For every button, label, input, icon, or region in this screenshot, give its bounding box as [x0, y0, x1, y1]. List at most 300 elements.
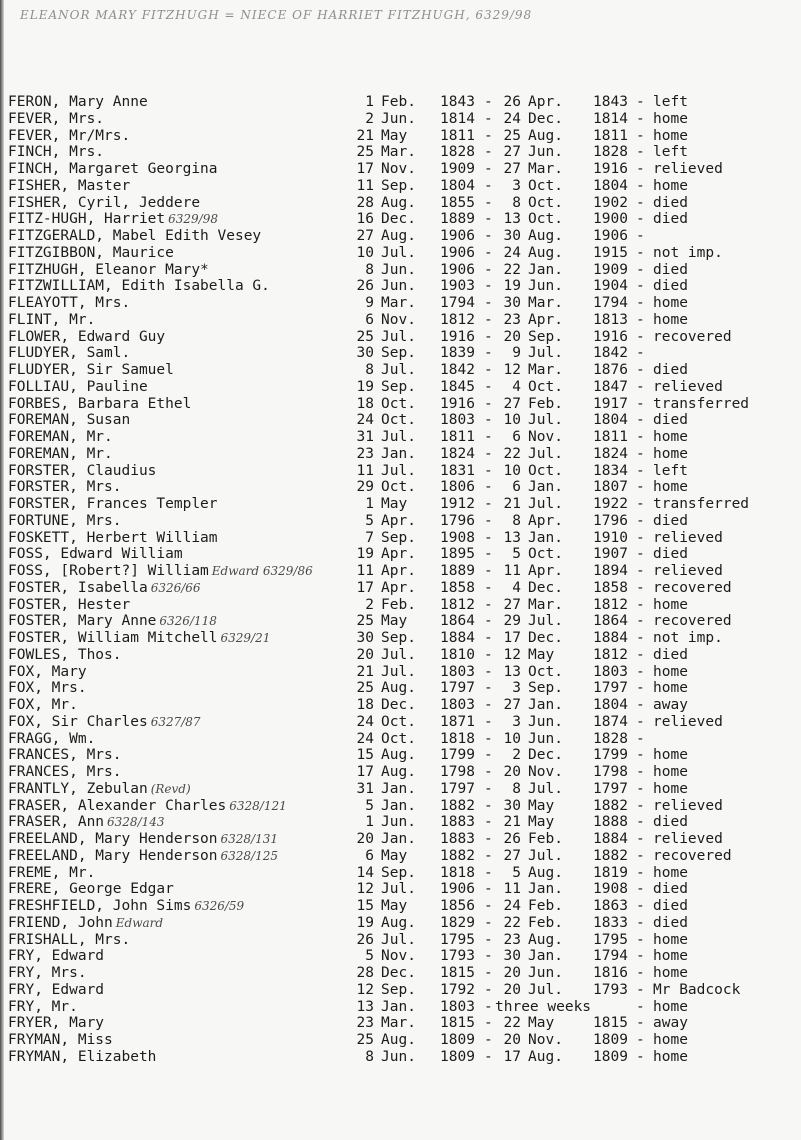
- discharge-year: 1842: [593, 345, 628, 362]
- admission-day: 9: [365, 295, 374, 311]
- admission-month: Nov.: [381, 311, 416, 328]
- discharge-month: Feb.: [528, 898, 563, 914]
- result-separator: -: [636, 244, 645, 261]
- admission-year: 1883: [440, 814, 475, 831]
- discharge-result: home: [653, 998, 688, 1015]
- record-name: [8, 329, 165, 346]
- date-separator: -: [484, 596, 493, 613]
- admission-year: 1811: [440, 429, 475, 445]
- discharge-day: 21: [503, 814, 521, 831]
- date-separator: -: [484, 780, 493, 797]
- admission-month: Feb.: [381, 94, 416, 110]
- discharge-year: 1812: [593, 646, 628, 663]
- admission-year: 1804: [440, 177, 475, 194]
- admission-year: 1818: [440, 864, 475, 881]
- discharge-year: 1858: [593, 579, 628, 596]
- result-separator: -: [636, 797, 645, 814]
- record-name: [8, 982, 104, 999]
- admission-day: 6: [365, 311, 374, 328]
- admission-year: 1809: [440, 1032, 475, 1048]
- result-separator: -: [636, 378, 645, 395]
- result-separator: -: [636, 881, 645, 898]
- admission-year: 1812: [440, 311, 475, 328]
- admission-day: 26: [356, 278, 374, 295]
- record-name-text: FOX, Mr.: [8, 697, 78, 713]
- discharge-month: May: [528, 646, 555, 663]
- admission-day: 6: [365, 847, 374, 864]
- record-row: [8, 831, 798, 848]
- handwritten-reference-note: (Revd): [150, 781, 191, 796]
- admission-year: 1842: [440, 362, 475, 378]
- result-separator: -: [636, 429, 645, 445]
- record-row: [8, 211, 798, 228]
- admission-month: Aug.: [381, 764, 416, 780]
- discharge-day: 10: [503, 462, 521, 479]
- result-separator: -: [636, 747, 645, 764]
- discharge-day: 8: [512, 780, 521, 797]
- date-separator: -: [484, 295, 493, 311]
- discharge-result: home: [653, 177, 688, 194]
- discharge-year: 1874: [593, 713, 628, 730]
- admission-month: Sep.: [381, 177, 416, 194]
- record-name: [8, 932, 130, 949]
- handwritten-reference-note: 6328/131: [220, 832, 279, 846]
- admission-year: 1882: [440, 797, 475, 814]
- record-row: [8, 312, 798, 329]
- record-name-text: FRYMAN, Miss: [8, 1032, 113, 1048]
- discharge-month: Jan.: [528, 529, 563, 546]
- admission-month: Jan.: [381, 998, 416, 1015]
- record-row: [8, 329, 798, 346]
- discharge-day: 23: [503, 931, 521, 948]
- record-name-text: FRERE, George Edgar: [8, 881, 174, 898]
- admission-day: 30: [356, 630, 374, 646]
- discharge-result: home: [653, 479, 688, 496]
- record-name-text: FOX, Mary: [8, 663, 87, 680]
- record-row: [8, 915, 798, 932]
- record-name-text: FOWLES, Thos.: [8, 646, 122, 663]
- discharge-day: 21: [503, 496, 521, 512]
- record-name-text: FRANTLY, Zebulan: [8, 780, 148, 797]
- result-separator: -: [636, 948, 645, 965]
- result-separator: -: [636, 311, 645, 328]
- discharge-month: Feb.: [528, 914, 563, 931]
- admission-day: 11: [356, 563, 374, 579]
- discharge-year: 1798: [593, 764, 628, 780]
- date-separator: -: [484, 328, 493, 345]
- result-separator: -: [636, 161, 645, 177]
- record-row: [8, 463, 798, 480]
- admission-month: May: [381, 496, 408, 512]
- discharge-year: 1795: [593, 931, 628, 948]
- record-row: [8, 1032, 798, 1049]
- record-name: [8, 295, 130, 312]
- record-name-text: FOSTER, Isabella: [8, 579, 148, 596]
- handwritten-reference-note: Edward: [115, 915, 164, 930]
- discharge-year: 1809: [593, 1032, 628, 1048]
- record-name-text: FEVER, Mr/Mrs.: [8, 127, 131, 144]
- record-name: [8, 848, 278, 865]
- discharge-result: away: [653, 1015, 688, 1032]
- date-separator: -: [484, 211, 493, 228]
- record-name: [8, 111, 104, 128]
- discharge-result: died: [653, 512, 688, 529]
- record-name-text: FITZGERALD, Mabel Edith Vesey: [8, 228, 262, 244]
- discharge-month: Jan.: [528, 697, 563, 713]
- record-name-text: FRYER, Mary: [8, 1015, 105, 1032]
- record-row: [8, 714, 798, 731]
- date-separator: -: [484, 278, 493, 295]
- admission-year: 1792: [440, 981, 475, 998]
- discharge-day: 30: [503, 797, 521, 814]
- admission-day: 18: [356, 395, 374, 412]
- date-separator: -: [484, 161, 493, 177]
- handwritten-reference-note: 6326/118: [159, 614, 217, 629]
- record-name: [8, 379, 148, 396]
- discharge-result: transferred: [653, 496, 750, 512]
- record-name: [8, 747, 122, 764]
- result-separator: -: [636, 512, 645, 529]
- admission-month: May: [381, 613, 408, 630]
- record-name: [8, 831, 278, 848]
- discharge-result: recovered: [653, 613, 732, 630]
- date-separator: -: [484, 931, 493, 948]
- admission-records-list: [8, 94, 798, 1066]
- admission-month: Apr.: [381, 563, 416, 579]
- result-separator: -: [636, 898, 645, 914]
- admission-month: Jul.: [381, 362, 416, 378]
- result-separator: -: [636, 1048, 645, 1065]
- record-row: [8, 530, 798, 547]
- record-name-text: FLOWER, Edward Guy: [8, 328, 166, 345]
- record-row: [8, 295, 798, 312]
- record-name: [8, 345, 130, 362]
- record-name: [8, 278, 270, 295]
- discharge-day: 20: [503, 764, 521, 780]
- discharge-year: 1884: [593, 630, 628, 646]
- record-row: [8, 546, 798, 563]
- admission-month: Apr.: [381, 579, 416, 596]
- record-name-text: FOREMAN, Mr.: [8, 445, 113, 462]
- result-separator: -: [636, 228, 645, 244]
- admission-day: 25: [356, 1032, 374, 1048]
- discharge-day: 20: [503, 328, 521, 345]
- date-separator: -: [484, 311, 493, 328]
- result-separator: -: [636, 780, 645, 797]
- admission-year: 1831: [440, 462, 475, 479]
- result-separator: -: [636, 646, 645, 663]
- result-separator: -: [636, 613, 645, 630]
- discharge-day: 27: [503, 161, 521, 177]
- record-name-text: FRASER, Ann: [8, 814, 105, 831]
- discharge-day: 3: [512, 680, 521, 697]
- record-name: [8, 312, 95, 329]
- admission-day: 29: [356, 479, 374, 496]
- record-name-text: FOREMAN, Susan: [8, 412, 131, 429]
- discharge-month: Jul.: [528, 412, 563, 429]
- discharge-day: 10: [503, 412, 521, 429]
- record-name: [8, 814, 165, 831]
- admission-day: 19: [356, 914, 374, 931]
- admission-year: 1803: [440, 697, 475, 713]
- discharge-year: 1799: [593, 747, 628, 764]
- admission-year: 1884: [440, 630, 475, 646]
- discharge-month: Dec.: [528, 110, 563, 127]
- admission-year: 1906: [440, 228, 475, 244]
- record-row: [8, 563, 798, 580]
- page-edge-shadow: [0, 0, 4, 1140]
- admission-year: 1803: [440, 663, 475, 680]
- date-separator: -: [484, 613, 493, 630]
- record-name-text: FOREMAN, Mr.: [8, 429, 113, 445]
- admission-day: 12: [356, 981, 374, 998]
- record-name: [8, 429, 113, 446]
- record-row: [8, 948, 798, 965]
- discharge-day: 23: [503, 311, 521, 328]
- record-row: [8, 1015, 798, 1032]
- admission-month: Aug.: [381, 680, 416, 697]
- discharge-month: Mar.: [528, 295, 563, 311]
- result-separator: -: [636, 764, 645, 780]
- admission-month: Mar.: [381, 295, 416, 311]
- record-row: [8, 412, 798, 429]
- admission-day: 24: [356, 713, 374, 730]
- admission-month: Sep.: [381, 630, 416, 646]
- record-row: [8, 429, 798, 446]
- discharge-result: relieved: [653, 797, 723, 814]
- record-name-text: FORSTER, Frances Templer: [8, 496, 218, 512]
- record-row: [8, 865, 798, 882]
- handwritten-reference-note: 6326/66: [150, 580, 201, 595]
- record-name: [8, 211, 218, 228]
- discharge-day: 19: [503, 278, 521, 295]
- discharge-year: 1794: [593, 948, 628, 965]
- admission-day: 28: [356, 965, 374, 981]
- admission-year: 1803: [440, 998, 475, 1015]
- discharge-year: 1815: [593, 1015, 628, 1032]
- discharge-result: left: [653, 462, 688, 479]
- record-row: [8, 161, 798, 178]
- discharge-month: Jun.: [528, 965, 563, 981]
- admission-day: 16: [356, 211, 374, 228]
- discharge-year: 1804: [593, 697, 628, 713]
- discharge-month: Oct.: [528, 211, 563, 228]
- date-separator: -: [484, 981, 493, 998]
- record-row: [8, 362, 798, 379]
- discharge-result: died: [653, 362, 688, 378]
- discharge-day: 13: [503, 211, 521, 228]
- result-separator: -: [636, 663, 645, 680]
- discharge-month: Dec.: [528, 630, 563, 646]
- discharge-result: home: [653, 1032, 688, 1048]
- discharge-result: home: [653, 747, 688, 764]
- discharge-result: died: [653, 412, 688, 429]
- record-row: [8, 848, 798, 865]
- date-separator: -: [484, 395, 493, 412]
- discharge-result: died: [653, 194, 688, 211]
- discharge-year: 1816: [593, 965, 628, 981]
- record-row: [8, 798, 798, 815]
- discharge-year: 1916: [593, 161, 628, 177]
- discharge-month: Apr.: [528, 512, 563, 529]
- admission-day: 20: [356, 831, 374, 847]
- record-row: [8, 932, 798, 949]
- record-row: [8, 898, 798, 915]
- record-name-text: FOLLIAU, Pauline: [8, 378, 148, 395]
- record-name: [8, 680, 87, 697]
- record-row: [8, 278, 798, 295]
- discharge-day: 8: [512, 194, 521, 211]
- discharge-day: 12: [503, 646, 521, 663]
- record-name: [8, 178, 130, 195]
- discharge-year: 1807: [593, 479, 628, 496]
- admission-year: 1795: [440, 931, 475, 948]
- admission-day: 24: [356, 730, 374, 747]
- record-name-text: FRASER, Alexander Charles: [8, 797, 227, 814]
- admission-month: Dec.: [381, 211, 416, 228]
- discharge-year: 1843: [593, 94, 628, 110]
- record-name-text: FOSTER, William Mitchell: [8, 630, 218, 646]
- admission-day: 31: [356, 780, 374, 797]
- date-separator: -: [484, 194, 493, 211]
- record-row: [8, 881, 798, 898]
- admission-day: 20: [356, 646, 374, 663]
- discharge-result: home: [653, 663, 688, 680]
- discharge-month: Aug.: [528, 931, 563, 948]
- record-name-text: FOSS, [Robert?] William: [8, 563, 209, 579]
- record-name: [8, 781, 191, 798]
- result-separator: -: [636, 831, 645, 847]
- admission-month: Apr.: [381, 512, 416, 529]
- result-separator: -: [636, 579, 645, 596]
- admission-day: 17: [356, 579, 374, 596]
- discharge-month: Oct.: [528, 378, 563, 395]
- record-row: [8, 496, 798, 513]
- admission-month: Jul.: [381, 881, 416, 898]
- discharge-year: 1894: [593, 563, 628, 579]
- record-name: [8, 479, 122, 496]
- record-name: [8, 463, 156, 480]
- admission-year: 1839: [440, 345, 475, 362]
- record-row: [8, 647, 798, 664]
- record-row: [8, 781, 798, 798]
- discharge-result: home: [653, 110, 688, 127]
- record-name: [8, 580, 201, 597]
- date-separator: -: [484, 144, 493, 161]
- admission-month: Mar.: [381, 1015, 416, 1032]
- admission-month: Jun.: [381, 110, 416, 127]
- record-name: [8, 262, 209, 279]
- discharge-result: died: [653, 646, 688, 663]
- admission-month: Jul.: [381, 646, 416, 663]
- discharge-year: 1876: [593, 362, 628, 378]
- discharge-year: 1794: [593, 295, 628, 311]
- admission-year: 1828: [440, 144, 475, 161]
- result-separator: -: [636, 730, 645, 747]
- date-separator: -: [484, 110, 493, 127]
- record-row: [8, 680, 798, 697]
- record-name: [8, 865, 95, 882]
- discharge-year: 1828: [593, 730, 628, 747]
- admission-day: 23: [356, 1015, 374, 1032]
- discharge-month: Nov.: [528, 1032, 563, 1048]
- record-name: [8, 496, 218, 513]
- record-name-text: FORBES, Barbara Ethel: [8, 395, 192, 412]
- date-separator: -: [484, 579, 493, 596]
- discharge-month: Mar.: [528, 362, 563, 378]
- record-name-text: FRISHALL, Mrs.: [8, 931, 131, 948]
- discharge-day: 3: [512, 713, 521, 730]
- discharge-month: Jul.: [528, 981, 563, 998]
- date-separator: -: [484, 797, 493, 814]
- admission-month: Aug.: [381, 1032, 416, 1048]
- record-name-text: FRAGG, Wm.: [8, 730, 96, 747]
- date-separator: -: [484, 948, 493, 965]
- record-name-text: FLINT, Mr.: [8, 311, 96, 328]
- discharge-year: 1863: [593, 898, 628, 914]
- result-separator: -: [636, 412, 645, 429]
- admission-month: Feb.: [381, 596, 416, 613]
- date-separator: -: [484, 747, 493, 764]
- admission-year: 1883: [440, 831, 475, 847]
- result-separator: -: [636, 680, 645, 697]
- admission-year: 1803: [440, 412, 475, 429]
- record-name-text: FREME, Mr.: [8, 864, 96, 881]
- handwritten-reference-note: Edward 6329/86: [211, 564, 313, 578]
- result-separator: -: [636, 127, 645, 144]
- discharge-year: 1902: [593, 194, 628, 211]
- discharge-month: Apr.: [528, 94, 563, 110]
- admission-month: Oct.: [381, 479, 416, 496]
- admission-day: 5: [365, 948, 374, 965]
- admission-year: 1798: [440, 764, 475, 780]
- admission-year: 1797: [440, 680, 475, 697]
- record-name-text: FRIEND, John: [8, 914, 113, 931]
- discharge-year: 1809: [593, 1048, 628, 1065]
- record-name-text: FRY, Edward: [8, 981, 105, 998]
- discharge-result: recovered: [653, 579, 732, 596]
- discharge-year: 1793: [593, 981, 628, 998]
- admission-month: Aug.: [381, 228, 416, 244]
- result-separator: -: [636, 177, 645, 194]
- admission-year: 1871: [440, 713, 475, 730]
- date-separator: -: [484, 462, 493, 479]
- discharge-day: 26: [503, 831, 521, 847]
- discharge-month: Mar.: [528, 596, 563, 613]
- discharge-year: 1917: [593, 395, 628, 412]
- discharge-month: Jul.: [528, 847, 563, 864]
- date-separator: -: [484, 764, 493, 780]
- record-name: [8, 362, 174, 379]
- admission-month: Jul.: [381, 328, 416, 345]
- admission-day: 5: [365, 512, 374, 529]
- record-row: [8, 731, 798, 748]
- date-separator: -: [484, 563, 493, 579]
- discharge-day: 5: [512, 546, 521, 563]
- admission-day: 27: [356, 228, 374, 244]
- discharge-month: Feb.: [528, 831, 563, 847]
- record-name-text: FISHER, Cyril, Jeddere: [8, 194, 201, 211]
- admission-month: Jan.: [381, 831, 416, 847]
- discharge-day: 5: [512, 864, 521, 881]
- date-separator: -: [484, 730, 493, 747]
- discharge-result: home: [653, 1048, 688, 1065]
- discharge-result: home: [653, 931, 688, 948]
- record-name-text: FEVER, Mrs.: [8, 110, 105, 127]
- admission-year: 1906: [440, 261, 475, 278]
- result-separator: -: [636, 713, 645, 730]
- discharge-result: relieved: [653, 378, 723, 395]
